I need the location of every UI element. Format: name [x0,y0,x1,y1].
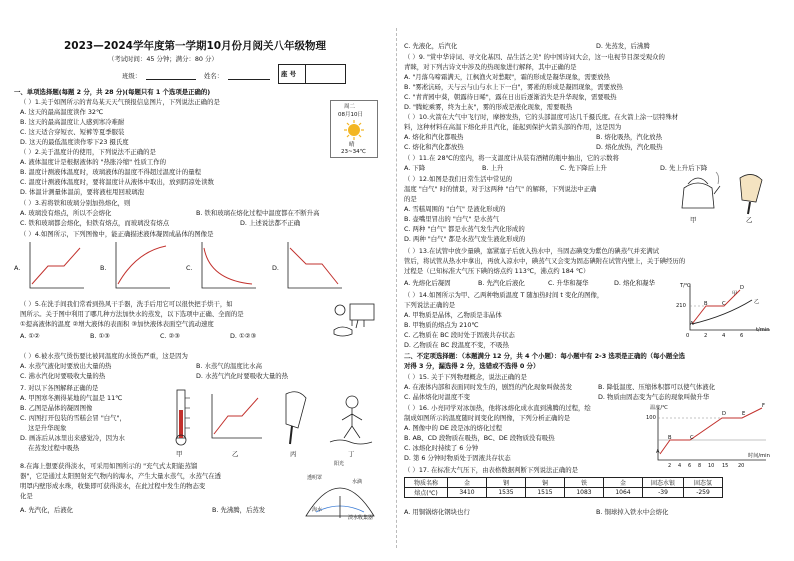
q7-stem: 7. 对以下各图解释正确的是 [20,384,99,392]
q2-option-d[interactable]: D. 体温计测量体温前，要将液柱甩回玻璃泡 [20,188,145,196]
q3-option-d[interactable]: D. 上述说法都不正确 [240,219,301,227]
q17-option-b[interactable]: B. 铜球掉入铁水中会熔化 [596,508,669,516]
q10-stem-2: 料，这种材料在高温下熔化并且汽化，能起到保护火箭头部的作用，这是因为 [404,123,622,131]
q9-option-b[interactable]: B. "雾凇沆砀，天与云与山与水上下一白"，雾凇的形成是凝固现象，需要放热 [404,83,623,91]
q17-stem: （ ）17. 在标准大气压下，由表格数据判断下列说法正确的是 [404,466,578,474]
sun-icon [342,119,366,141]
q10-option-d[interactable]: D. 熔化放热，汽化吸热 [596,143,663,151]
table-header-cell: 钢 [487,478,526,488]
q16-option-d[interactable]: D. 第 6 分钟时物质处于固液共存状态 [404,454,511,462]
q16-option-b[interactable]: B. AB、CD 段物质在吸热，BC、DE 段物质没有吸热 [404,434,555,442]
q9-stem-2: 青睐，对下列古诗文中涉及的热现象进行解释，其中正确的是 [404,63,577,71]
q16-label-c: C [690,435,694,441]
q17-option-a[interactable]: A. 用铜锅熔化钢块也行 [404,508,470,516]
table-cell: 3410 [448,488,487,498]
q16-x20: 20 [738,463,745,469]
q4-option-a[interactable]: A. [14,264,21,272]
q4-option-b[interactable]: B. [100,264,107,272]
q14-option-d[interactable]: D. 乙物质在 BC 段温度不变，不吸热 [404,341,509,349]
q2-option-b[interactable]: B. 温度计测液体温度时，玻璃液体的温度不得超过温度计的量程 [20,168,201,176]
q14-label-d: D [740,285,744,291]
q14-y210: 210 [676,303,686,309]
q16-label-b: B [668,435,672,441]
q11-option-d[interactable]: D. 先上升后下降 [660,164,708,172]
q16-x10: 10 [708,463,715,469]
q4-stem: （ ）4.如图所示，下列图像中，能正确描述液体凝固成晶体的图像是 [20,230,214,238]
ice-cream-figure [730,172,770,216]
name-label: 姓名： [204,72,224,80]
q4-option-d[interactable]: D. [272,264,279,272]
table-header-cell: 金 [448,478,487,488]
section-1-heading: 一、单项选择题(每题 2 分，共 28 分)(每题只有 1 个选项是正确的) [14,88,211,96]
q13-stem-2: 管后，将试管从热水中拿出，再放入凉水中，碘蒸气又会变为固态碘附在试管内壁上，关于碘经历的 [404,257,686,265]
table-cell: 1515 [526,488,565,498]
q2-option-a[interactable]: A. 液体温度计是根据液体的 "热胀冷缩" 性质工作的 [20,158,167,166]
q10-option-c[interactable]: C. 熔化和汽化都放热 [404,143,464,151]
q16-y100: 100 [646,415,656,421]
q14-label-c: C [722,301,726,307]
table-header-cell: 铜 [526,478,565,488]
q7-option-a[interactable]: A. 甲图寒冬测得某地的气温是 11℃ [20,394,123,402]
table-header-row [405,478,723,488]
still-label-collector: 淡水收集器 [348,515,374,521]
q16-x8: 8 [698,463,702,469]
q3-option-c[interactable]: C. 铁和玻璃都会熔化，但铁有熔点，而玻璃没有熔点 [20,219,170,227]
q11-option-b[interactable]: B. 上升 [482,164,504,172]
q10-stem: （ ）10.火箭在大气中飞行时，摩擦发热，它的头部温度可达几千摄氏度。在火箭上涂一层特殊材 [404,113,679,121]
weather-range: 23~34℃ [341,149,366,155]
q16-stem: （ ）16. 小亮同学对冰加热，他将冰熔化成水直到沸腾的过程，绘 [404,404,591,412]
q2-option-c[interactable]: C. 温度计测液体温度时，要将温度计从液体中取出，放到阴凉处读数 [20,178,214,186]
q16-label-f: F [762,403,765,409]
q14-x0: 0 [686,333,690,339]
section-2-heading: 二、不定项选择题：（本题满分 12 分，共 4 个小题）：每小题中有 2-3 选项是正确的（每小题全选 [404,352,686,360]
exam-info: （考试时间：45 分钟；满分：80 分） [108,55,218,63]
q8-option-d[interactable]: D. 先蒸发，后沸腾 [596,42,650,50]
q6-option-d[interactable]: D. 水蒸气汽化时要吸收大量的热 [196,372,289,380]
q5-methods: ①提高液体的温度 ②增大液体的表面积 ③加快液体表面空气流动速度 [20,320,214,328]
q12-option-a[interactable]: A. 雪糕周围的 "白气" 是液化形成的 [404,205,506,213]
q7-option-b[interactable]: B. 乙图是晶体的凝固图像 [20,404,93,412]
q12-stem-2: 温度 "白气" 时的情景，对于这两种 "白气" 的解释，下列说法中正确 [404,185,597,193]
table-header-cell: 固态氢 [684,478,723,488]
q5-option-a[interactable]: A. ①② [20,332,40,340]
q7-option-c[interactable]: C. 丙图打开包装的雪糕会冒 "白气"， [20,414,126,422]
q3-option-b[interactable]: B. 铁和玻璃在熔化过程中温度都在不断升高 [196,209,320,217]
class-label: 班级： [122,72,142,80]
q12-option-d[interactable]: D. 两种 "白气" 都是水蒸气发生液化形成的 [404,235,526,243]
q14-option-b[interactable]: B. 甲物质的熔点为 210℃ [404,321,479,329]
table-header-cell: 金 [604,478,643,488]
q15-option-a[interactable]: A. 在液体内部和表面同时发生的，剧烈的汽化现象叫做蒸发 [404,383,573,391]
q1-option-b[interactable]: B. 这天的最高温度让人感到寒冷难耐 [20,118,125,126]
q15-option-b[interactable]: B. 降低温度、压缩体积都可以使气体液化 [598,383,716,391]
section-2-heading-2: 对得 3 分，漏选得 2 分，选错或不选得 0 分） [404,362,540,370]
q14-label-b: B [704,301,708,307]
q2-stem: （ ）2.关于温度计的使用，下列说法不正确的是 [20,148,156,156]
table-cell: -259 [684,488,723,498]
q15-option-d[interactable]: D. 物质由固态变为气态的现象叫做升华 [598,393,710,401]
swimmer-figure [326,388,376,448]
table-cell: 1064 [604,488,643,498]
q14-x6: 6 [740,333,744,339]
q4-graph-b [112,240,172,295]
q13-stem-3: 过程是（已知标准大气压下碘的熔点约 113℃，沸点约 184 ℃） [404,267,590,275]
q10-option-b[interactable]: B. 熔化吸热，汽化放热 [596,133,662,141]
q13-option-a[interactable]: A. 先熔化后凝固 [404,279,451,287]
q14-xlabel: t/min [756,327,770,333]
q12-fig-yi: 乙 [746,216,753,224]
q9-stem: （ ）9. "赏中华诗词、寻文化基因、品生活之美" 的中国诗词大会，这一电视节目深受观众的 [404,53,665,61]
fig-label-jia: 甲 [176,450,183,458]
q8-stem-4: 化是 [20,492,33,500]
q6-option-a[interactable]: A. 水蒸气液化时要放出大量的热 [20,362,112,370]
kettle-figure [672,170,722,214]
still-label-drop: 水滴 [352,479,363,485]
weather-card [330,100,378,158]
q16-option-a[interactable]: A. 图像中的 DE 段是冰的熔化过程 [404,424,503,432]
q12-stem: （ ）12.如图是我们日常生活中常见的 [404,175,513,183]
seat-box[interactable] [278,64,346,84]
popsicle-figure [276,388,314,448]
class-blank[interactable] [146,79,196,80]
q11-option-c[interactable]: C. 先下降后上升 [560,164,607,172]
q14-stem-2: 下列说法正确的是 [404,301,456,309]
q8-option-a[interactable]: A. 先汽化，后液化 [20,506,74,514]
q7-option-d-2: 在蒸发过程中吸热 [28,444,80,452]
q15-option-c[interactable]: C. 晶体熔化时温度不变 [404,393,471,401]
solidify-graph [208,392,264,444]
q16-xlabel: 时间/min [748,453,770,459]
q14-x4: 4 [722,333,726,339]
q10-option-a[interactable]: A. 熔化和汽化都吸热 [404,133,464,141]
q8-stem-2: 器"，它是通过太阳照射充气物内的海水，产生大量水蒸气，水蒸气在透 [20,472,222,480]
table-cell: -39 [643,488,684,498]
q16-x15: 15 [722,463,729,469]
q16-stem-2: 制成如图所示的温度随时间变化的图像，下列分析正确的是 [404,414,571,422]
q16-label-d: D [722,411,726,417]
q12-option-c[interactable]: C. 两种 "白气" 都是水蒸气发生汽化形成的 [404,225,525,233]
thermometer-figure [166,388,196,448]
melting-point-table [404,477,723,498]
q4-graph-d [284,240,344,295]
q8-stem: 8.在海上想要获得淡水，可采用如图所示的 "充气式太阳能蒸馏 [20,462,198,470]
q14-graph [676,280,776,344]
q1-stem: （ ）1.关于如图所示的青岛某天天气预报信息图片，下列说法正确的是 [20,98,220,106]
q8-option-c[interactable]: C. 先液化，后汽化 [404,42,458,50]
q7-option-c-2: 这是升华现象 [28,424,67,432]
q4-option-c[interactable]: C. [186,264,193,272]
q14-label-jia: 甲 [732,291,738,297]
weather-date: 08月10日 [338,112,363,118]
q1-option-c[interactable]: C. 这天适合穿短衣、短裤等夏季服装 [20,128,125,136]
q15-stem: （ ）15. 关于下列物理概念，说法正确的是 [404,373,527,381]
q3-option-a[interactable]: A. 玻璃没有熔点，所以不会熔化 [20,209,112,217]
q12-stem-3: 的是 [404,195,417,203]
q14-x2: 2 [704,333,708,339]
q11-stem: （ ）11.在 28℃的室内，将一支温度计从装有酒精的瓶中抽出，它的示数将 [404,154,619,162]
q8-option-b[interactable]: B. 先沸腾，后蒸发 [212,506,266,514]
table-header-cell: 铁 [565,478,604,488]
still-label-sun: 阳光 [334,461,345,467]
q5-option-b[interactable]: B. ①③ [90,332,110,340]
q16-label-e: E [742,411,746,417]
still-label-sea: 海水 [312,507,323,513]
q16-x2: 2 [668,463,672,469]
hand-dryer-figure [330,300,378,344]
table-cell: 1083 [565,488,604,498]
q16-ylabel: 温度/℃ [650,405,668,411]
q4-graph-c [198,240,258,295]
table-header-cell: 物质名称 [405,478,448,488]
q4-graph-a [26,240,86,295]
q13-option-b[interactable]: B. 先汽化后液化 [478,279,525,287]
q14-label-yi: 乙 [754,299,760,305]
q13-stem: （ ）13.在试管中放少量碘，塞紧塞子后放入热水中，当固态碘变为紫色的碘蒸气并充满试 [404,247,660,255]
weather-condition: 晴 [349,142,355,148]
q3-stem: （ ）3.若将铁和玻璃分别加热熔化，则 [20,199,131,207]
q13-option-d[interactable]: D. 熔化和凝华 [614,279,655,287]
q16-option-c[interactable]: C. 冰熔化时持续了 6 分钟 [404,444,479,452]
seat-label: 座 号 [281,70,297,78]
column-divider [396,28,397,548]
q16-label-a: A [656,449,660,455]
page-title: 2023—2024学年度第一学期10月份月阅关八年级物理 [64,40,327,52]
q9-option-a[interactable]: A. "月落乌啼霜满天，江枫渔火对愁眠"，霜的形成是凝华现象，需要放热 [404,73,610,81]
q11-option-a[interactable]: A. 下降 [404,164,426,172]
weather-day: 周二 [344,104,356,110]
still-label-dome: 透明罩 [307,475,323,481]
q14-label-a: A [690,321,694,327]
q5-stem-2: 图所示。关于图中利用了哪几种方法加快水的蒸发，以下选项中正确、全面的是 [20,310,244,318]
q6-stem: （ ）6.被水蒸气烫伤要比被同温度的水烫伤严重，这是因为 [20,352,188,360]
q16-x6: 6 [688,463,692,469]
q7-option-d[interactable]: D. 画冻后从冰里出来感觉冷，因为水 [20,434,125,442]
q12-option-b[interactable]: B. 壶嘴里冒出的 "白气" 是水蒸气 [404,215,500,223]
q13-option-c[interactable]: C. 升华和凝华 [548,279,589,287]
table-cell: 1535 [487,488,526,498]
fig-label-yi: 乙 [232,450,239,458]
fig-label-bing: 丙 [290,450,297,458]
table-header-cell: 固态水银 [643,478,684,488]
q8-stem-3: 明罩内壁形成水珠，收集即可获得淡水，在此过程中发生的物态变 [20,482,206,490]
q14-option-a[interactable]: A. 甲物质是晶体，乙物质是非晶体 [404,311,502,319]
q9-option-c[interactable]: C. "青青园中葵，朝露待日晞"，露在日出后逐渐消失是升华现象，需要吸热 [404,93,617,101]
name-blank[interactable] [228,79,270,80]
q16-x4: 4 [678,463,682,469]
table-cell: 熔点(℃) [405,488,448,498]
q6-option-b[interactable]: B. 水蒸气的温度比水高 [196,362,262,370]
q14-option-c[interactable]: C. 乙物质在 BC 段时处于固液共存状态 [404,331,515,339]
q5-stem: （ ）5.在洗手间我们常看到热风干手器，洗手后用它可以很快把手烘干，如 [20,300,233,308]
q1-option-d[interactable]: D. 这天的最低温度读作零下23 摄氏度 [20,138,129,146]
q14-ylabel: T/℃ [680,283,691,289]
q14-stem: （ ）14.如图所示为甲、乙两种物质温度 T 随加热时间 t 变化的图像， [404,291,604,299]
q6-option-c[interactable]: C. 沸水汽化时要吸收大量的热 [20,372,106,380]
fig-label-ding: 丁 [348,450,355,458]
q5-option-c[interactable]: C. ②③ [160,332,180,340]
q9-option-d[interactable]: D. "腾蛇乘雾，终为土灰"，雾的形成是液化现象，需要吸热 [404,103,573,111]
seat-divider [305,65,306,83]
q1-option-a[interactable]: A. 这天的最高温度读作 32℃ [20,108,104,116]
q5-option-d[interactable]: D. ①②③ [230,332,257,340]
table-row [405,488,723,498]
q12-fig-jia: 甲 [690,216,697,224]
